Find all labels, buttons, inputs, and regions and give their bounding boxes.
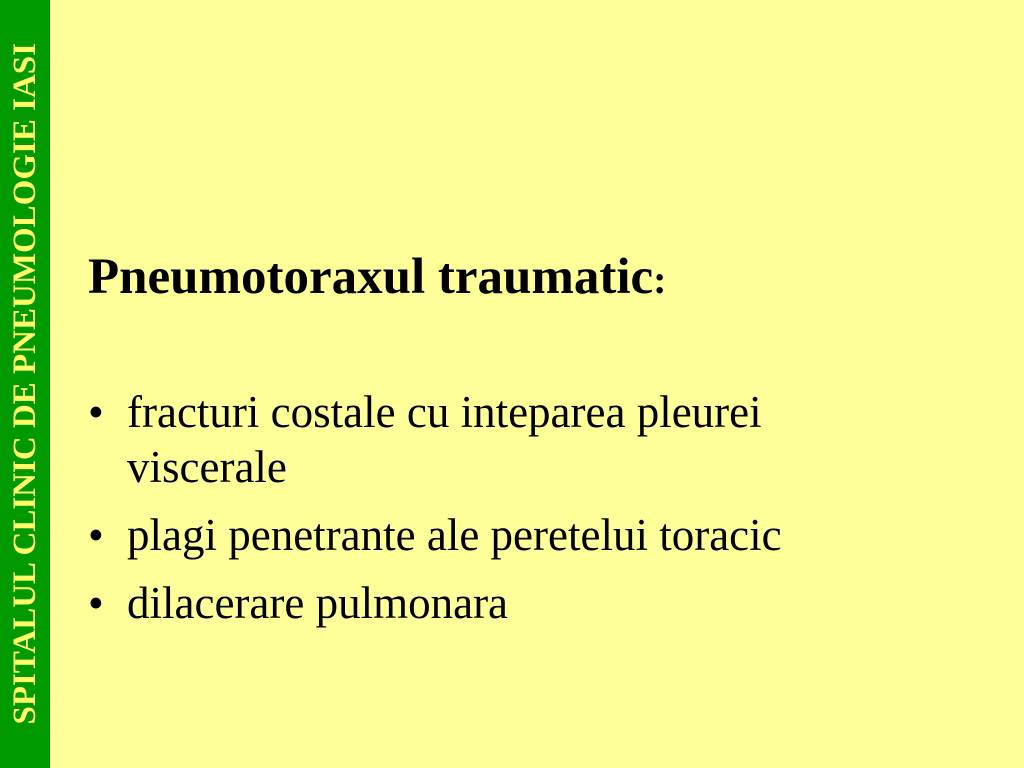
list-item-text: plagi penetrante ale peretelui toracic: [127, 510, 782, 560]
list-item-text: fracturi costale cu inteparea pleurei viscerale: [127, 387, 762, 492]
list-item: [88, 385, 788, 495]
list-item: [88, 576, 788, 631]
slide-title-colon: :: [653, 257, 667, 302]
list-item-text: dilacerare pulmonara: [127, 578, 509, 628]
bullet-list: [88, 385, 788, 644]
hospital-name-label: SPITALUL CLINIC DE PNEUMOLOGIE IASI: [7, 43, 43, 725]
slide-title: [88, 249, 667, 305]
side-band: [0, 0, 50, 768]
bullet-icon: •: [88, 578, 104, 628]
slide-title-text: Pneumotoraxul traumatic: [88, 249, 654, 305]
bullet-icon: •: [88, 510, 104, 560]
bullet-icon: •: [88, 387, 104, 437]
list-item: [88, 508, 788, 563]
